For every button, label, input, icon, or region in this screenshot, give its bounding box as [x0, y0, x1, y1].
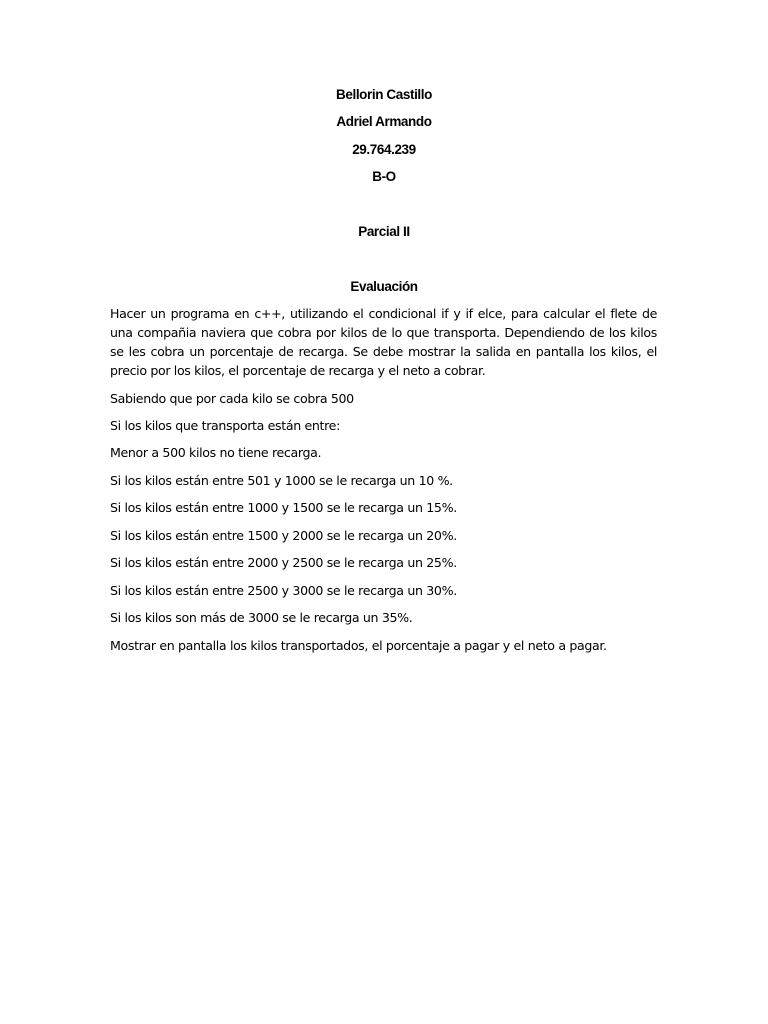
statement-line-range-10: Si los kilos están entre 501 y 1000 se le recarga un 10 %.	[110, 473, 453, 488]
exam-name: Parcial II	[358, 224, 410, 239]
student-id-number: 29.764.239	[352, 142, 416, 157]
statement-line-range-25: Si los kilos están entre 2000 y 2500 se le recarga un 25%.	[110, 555, 457, 570]
document-title: Evaluación	[350, 279, 418, 294]
statement-line-ranges-intro: Si los kilos que transporta están entre:	[110, 418, 340, 433]
statement-line-output-instructions: Mostrar en pantalla los kilos transportados, el porcentaje a pagar y el neto a pagar.	[110, 638, 607, 653]
student-given-names: Adriel Armando	[336, 114, 432, 129]
statement-line-range-20: Si los kilos están entre 1500 y 2000 se le recarga un 20%.	[110, 528, 457, 543]
statement-line-no-surcharge: Menor a 500 kilos no tiene recarga.	[110, 445, 322, 460]
statement-line-range-15: Si los kilos están entre 1000 y 1500 se le recarga un 15%.	[110, 500, 457, 515]
section-code: B-O	[372, 169, 396, 184]
statement-line-range-35: Si los kilos son más de 3000 se le recarga un 35%.	[110, 610, 413, 625]
statement-line-price-per-kilo: Sabiendo que por cada kilo se cobra 500	[110, 391, 354, 406]
student-surname: Bellorin Castillo	[336, 87, 432, 102]
statement-line-range-30: Si los kilos están entre 2500 y 3000 se le recarga un 30%.	[110, 583, 457, 598]
problem-statement-paragraph: Hacer un programa en c++, utilizando el condicional if y if elce, para calcular el flete de una compañia naviera que cobra por kilos de lo que transporta. Dependiendo de los kilos se les cobra un porcentaje de recarga. Se debe mostrar la salida en pantalla los kilos, el precio por los kilos, el porcentaje de recarga y el neto a cobrar.	[110, 306, 657, 378]
